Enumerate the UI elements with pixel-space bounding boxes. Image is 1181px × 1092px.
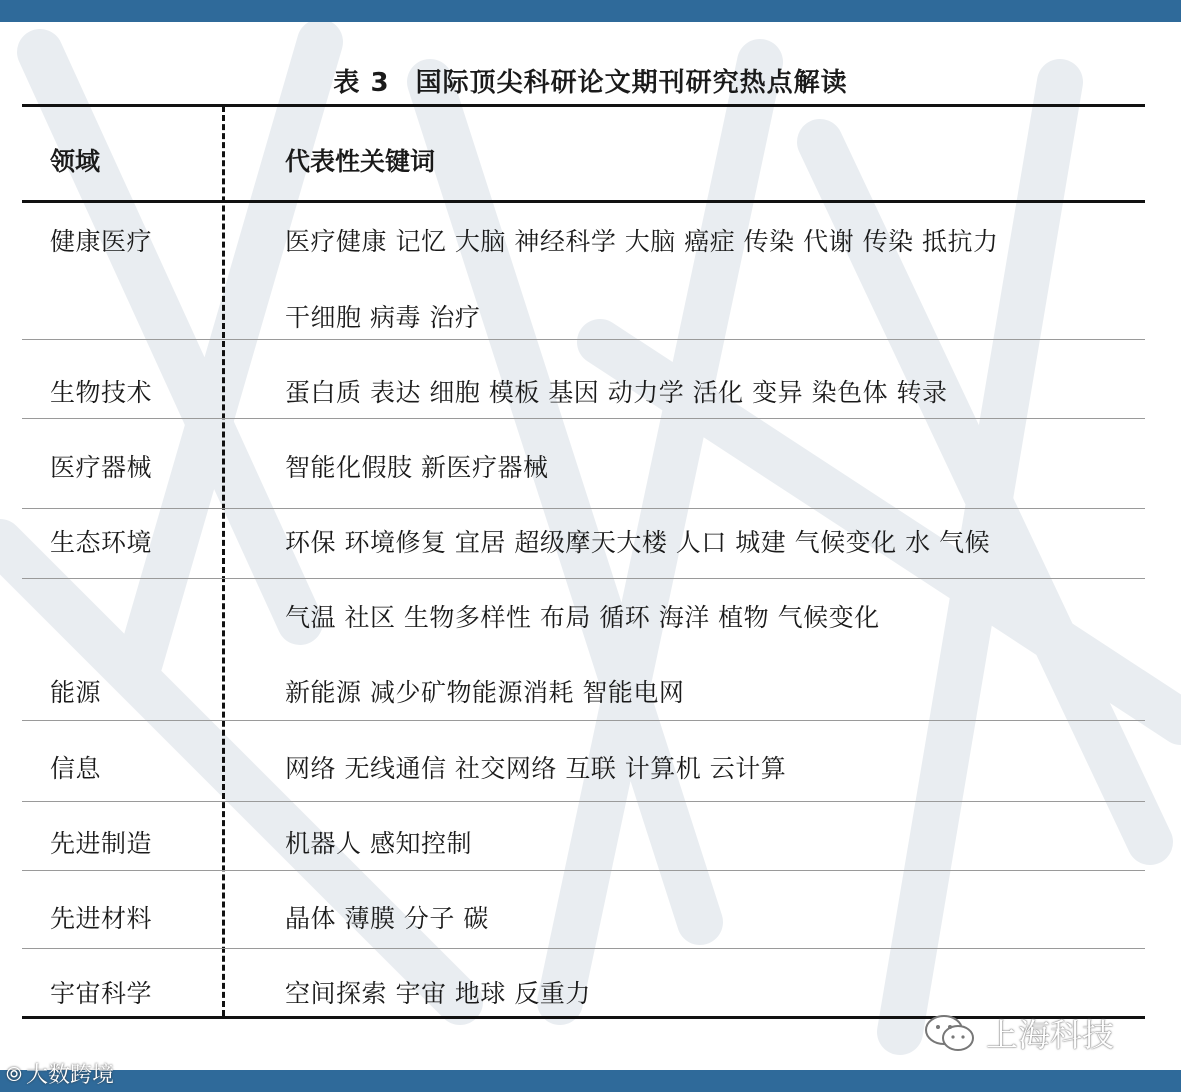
row-divider — [22, 948, 1145, 949]
table-title — [0, 62, 1181, 99]
field-cell: 医疗器械 — [50, 453, 153, 482]
keyword-line: 环保 环境修复 宜居 超级摩天大楼 人口 城建 气候变化 水 气候 — [285, 528, 991, 557]
header-field: 领域 — [50, 147, 101, 176]
top-rule — [22, 104, 1145, 107]
keyword-line: 空间探索 宇宙 地球 反重力 — [285, 979, 591, 1008]
field-cell: 健康医疗 — [50, 227, 153, 256]
wechat-watermark — [922, 1010, 1114, 1056]
keyword-line: 医疗健康 记忆 大脑 神经科学 大脑 癌症 传染 代谢 传染 抵抗力 — [285, 227, 999, 256]
table-number: 表 3 — [333, 68, 390, 98]
column-divider — [222, 106, 225, 1016]
field-cell: 生态环境 — [50, 528, 153, 557]
field-cell: 宇宙科学 — [50, 979, 153, 1008]
row-divider — [22, 870, 1145, 871]
row-divider — [22, 578, 1145, 579]
row-divider — [22, 508, 1145, 509]
row-divider — [22, 339, 1145, 340]
header-keywords: 代表性关键词 — [285, 147, 436, 176]
wechat-account-name: 上海科技 — [986, 1016, 1115, 1054]
wechat-icon — [922, 1013, 978, 1053]
brand-name: 大数跨境 — [26, 1063, 115, 1088]
keyword-line: 晶体 薄膜 分子 碳 — [285, 904, 489, 933]
top-band — [0, 0, 1181, 22]
bottom-band — [0, 1070, 1181, 1092]
keyword-line: 气温 社区 生物多样性 布局 循环 海洋 植物 气候变化 — [285, 603, 880, 632]
table-title-text: 国际顶尖科研论文期刊研究热点解读 — [415, 68, 848, 98]
keyword-line: 新能源 减少矿物能源消耗 智能电网 — [285, 678, 685, 707]
field-cell: 先进材料 — [50, 904, 153, 933]
header-rule — [22, 200, 1145, 203]
keyword-line: 蛋白质 表达 细胞 模板 基因 动力学 活化 变异 染色体 转录 — [285, 378, 948, 407]
row-divider — [22, 418, 1145, 419]
keyword-line: 智能化假肢 新医疗器械 — [285, 453, 549, 482]
field-cell: 信息 — [50, 754, 102, 783]
keyword-line: 干细胞 病毒 治疗 — [285, 303, 481, 332]
row-divider — [22, 801, 1145, 802]
brand-logo-icon: ⦾ — [6, 1061, 22, 1086]
brand-watermark — [6, 1058, 114, 1089]
field-cell: 能源 — [50, 678, 102, 707]
field-cell: 先进制造 — [50, 829, 153, 858]
row-divider — [22, 720, 1145, 721]
keyword-line: 网络 无线通信 社交网络 互联 计算机 云计算 — [285, 754, 787, 783]
keyword-line: 机器人 感知控制 — [285, 829, 472, 858]
field-cell: 生物技术 — [50, 378, 153, 407]
